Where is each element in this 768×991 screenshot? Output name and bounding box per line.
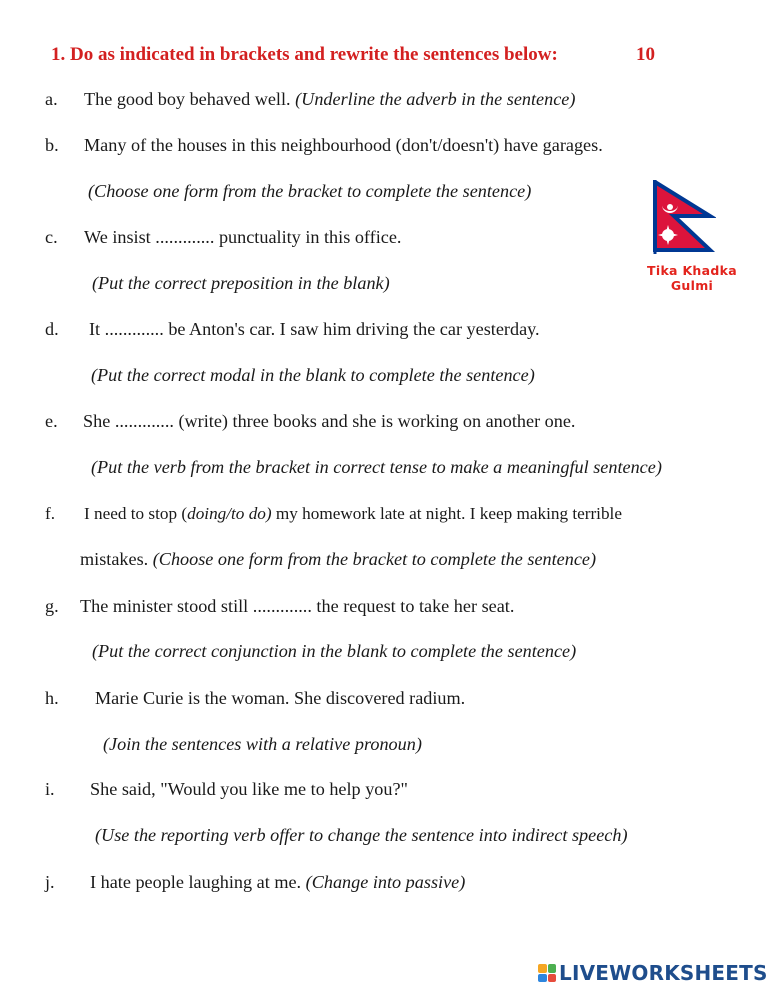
- item-letter: a.: [45, 89, 58, 109]
- item-e: [45, 410, 576, 432]
- item-letter: f.: [45, 504, 56, 523]
- item-letter: i.: [45, 779, 55, 799]
- item-sentence-continued: mistakes.: [80, 549, 149, 569]
- item-instruction: (Put the correct preposition in the blank): [92, 273, 390, 293]
- item-instruction: (Put the correct modal in the blank to complete the sentence): [91, 365, 535, 385]
- brand-text: LIVEWORKSHEETS: [559, 961, 768, 985]
- author-name: Tika Khadka: [647, 263, 737, 278]
- item-instruction: (Choose one form from the bracket to complete the sentence): [152, 549, 597, 569]
- item-sentence: The good boy behaved well.: [84, 89, 291, 109]
- item-sentence: The minister stood still ............. the request to take her seat.: [80, 596, 515, 616]
- liveworksheets-logo: [538, 962, 768, 984]
- item-sentence-end: my homework late at night. I keep making terrible: [271, 504, 622, 523]
- item-sentence: She said, "Would you like me to help you?": [90, 779, 408, 799]
- item-sentence: Marie Curie is the woman. She discovered radium.: [95, 688, 466, 708]
- item-instruction: (Underline the adverb in the sentence): [295, 89, 576, 109]
- item-c: [45, 226, 402, 248]
- author-caption: [632, 263, 752, 293]
- item-sentence-options: doing/to do): [187, 504, 272, 523]
- question-heading: [51, 44, 655, 66]
- item-f-line2: [80, 548, 596, 570]
- item-sentence: It ............. be Anton's car. I saw him driving the car yesterday.: [89, 319, 540, 339]
- item-sentence: I hate people laughing at me.: [90, 872, 302, 892]
- item-sentence: Many of the houses in this neighbourhood (don't/doesn't) have garages.: [84, 135, 603, 155]
- item-a: [45, 88, 576, 110]
- item-h: [45, 687, 466, 709]
- author-location: Gulmi: [670, 278, 714, 293]
- question-marks: 10: [636, 44, 655, 65]
- item-b: [45, 134, 603, 156]
- item-sentence-start: I need to stop (: [84, 504, 188, 523]
- item-d: [45, 318, 540, 340]
- item-instruction: (Choose one form from the bracket to complete the sentence): [88, 181, 532, 201]
- question-heading-text: 1. Do as indicated in brackets and rewrite the sentences below:: [51, 44, 558, 65]
- item-sentence: She ............. (write) three books and she is working on another one.: [83, 411, 576, 431]
- item-letter: e.: [45, 411, 58, 431]
- item-j: [45, 871, 466, 893]
- nepal-flag-icon: [652, 180, 716, 254]
- item-letter: j.: [45, 872, 55, 892]
- liveworksheets-logo-icon: [538, 964, 556, 982]
- item-letter: c.: [45, 227, 58, 247]
- item-g: [45, 595, 515, 617]
- item-instruction: (Use the reporting verb offer to change the sentence into indirect speech): [95, 825, 628, 845]
- item-letter: b.: [45, 135, 59, 155]
- item-instruction: (Put the correct conjunction in the blank to complete the sentence): [92, 641, 577, 661]
- item-f: [45, 503, 622, 525]
- item-letter: h.: [45, 688, 59, 708]
- item-sentence: We insist ............. punctuality in this office.: [84, 227, 402, 247]
- item-letter: g.: [45, 596, 59, 616]
- item-instruction: (Put the verb from the bracket in correct tense to make a meaningful sentence): [91, 457, 662, 477]
- item-instruction: (Join the sentences with a relative pronoun): [103, 734, 422, 754]
- item-letter: d.: [45, 319, 59, 339]
- item-instruction: (Change into passive): [305, 872, 466, 892]
- item-i: [45, 778, 408, 800]
